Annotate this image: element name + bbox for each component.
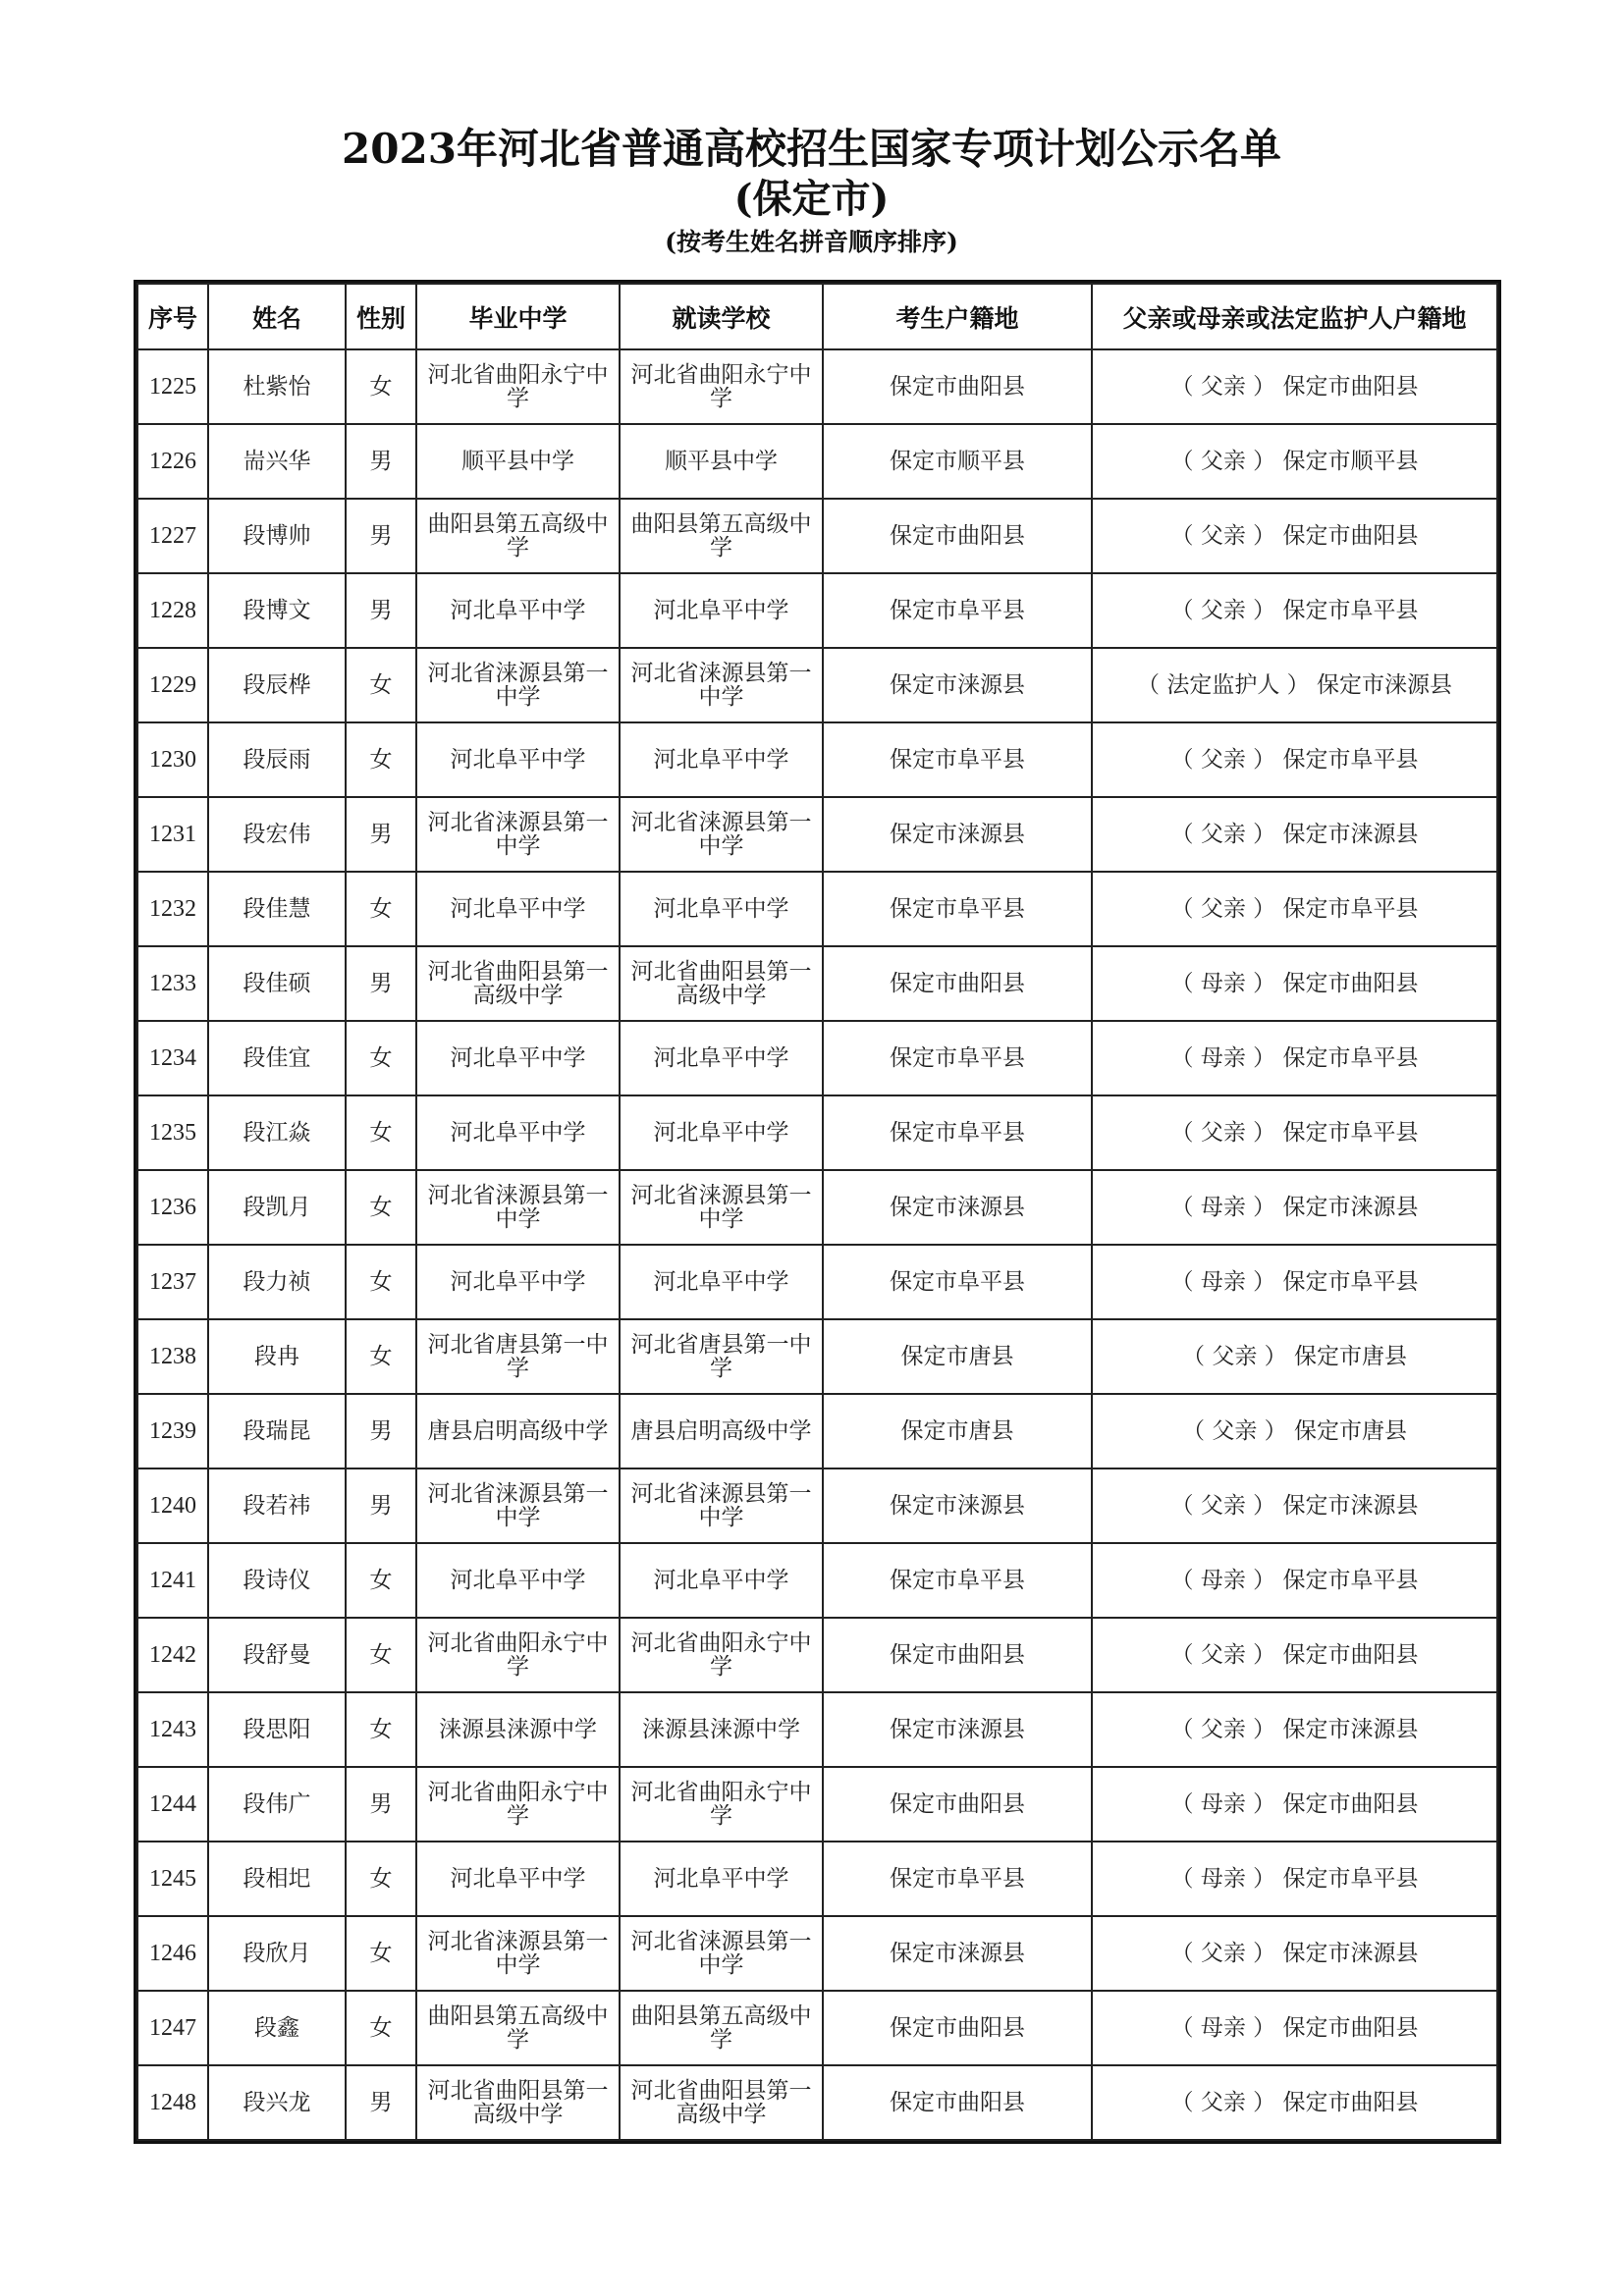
table-body [137,349,1497,2140]
cell-graduated-school: 河北省涞源县第一中学 [416,797,620,872]
cell-guardian-hukou: （ 母亲 ） 保定市阜平县 [1092,1021,1497,1095]
cell-guardian-hukou: （ 父亲 ） 保定市曲阳县 [1092,349,1497,424]
cell-guardian-hukou: （ 父亲 ） 保定市唐县 [1092,1394,1497,1468]
cell-guardian-hukou: （ 父亲 ） 保定市阜平县 [1092,872,1497,946]
table-row [137,1991,1497,2065]
cell-current-school: 河北省唐县第一中学 [620,1319,823,1394]
cell-gender: 男 [346,2065,416,2140]
cell-gender: 女 [346,1618,416,1692]
cell-index: 1237 [137,1245,208,1319]
cell-student-hukou: 保定市阜平县 [823,722,1092,797]
cell-gender: 女 [346,722,416,797]
cell-index: 1234 [137,1021,208,1095]
table-row [137,1170,1497,1245]
cell-gender: 女 [346,648,416,722]
cell-current-school: 河北省涞源县第一中学 [620,1916,823,1991]
cell-current-school: 河北阜平中学 [620,1842,823,1916]
cell-student-hukou: 保定市阜平县 [823,573,1092,648]
cell-index: 1243 [137,1692,208,1767]
column-header-current-school: 就读学校 [620,284,823,349]
table-row [137,1394,1497,1468]
cell-guardian-hukou: （ 父亲 ） 保定市唐县 [1092,1319,1497,1394]
cell-gender: 女 [346,349,416,424]
cell-student-hukou: 保定市阜平县 [823,1842,1092,1916]
cell-index: 1230 [137,722,208,797]
cell-graduated-school: 河北阜平中学 [416,872,620,946]
cell-graduated-school: 河北省曲阳县第一高级中学 [416,2065,620,2140]
cell-name: 段博文 [208,573,346,648]
cell-name: 段瑞昆 [208,1394,346,1468]
cell-graduated-school: 曲阳县第五高级中学 [416,1991,620,2065]
cell-index: 1228 [137,573,208,648]
cell-current-school: 顺平县中学 [620,424,823,499]
cell-gender: 女 [346,1916,416,1991]
cell-student-hukou: 保定市曲阳县 [823,1767,1092,1842]
table-row [137,349,1497,424]
cell-gender: 女 [346,1991,416,2065]
cell-student-hukou: 保定市唐县 [823,1319,1092,1394]
cell-name: 段思阳 [208,1692,346,1767]
cell-current-school: 河北省曲阳永宁中学 [620,349,823,424]
cell-guardian-hukou: （ 父亲 ） 保定市阜平县 [1092,722,1497,797]
cell-student-hukou: 保定市曲阳县 [823,499,1092,573]
sort-note: (按考生姓名拼音顺序排序) [665,228,958,256]
cell-student-hukou: 保定市阜平县 [823,1021,1092,1095]
cell-guardian-hukou: （ 母亲 ） 保定市曲阳县 [1092,946,1497,1021]
cell-current-school: 河北阜平中学 [620,1095,823,1170]
cell-name: 段力祯 [208,1245,346,1319]
cell-student-hukou: 保定市涞源县 [823,1170,1092,1245]
cell-current-school: 曲阳县第五高级中学 [620,1991,823,2065]
cell-name: 段辰桦 [208,648,346,722]
table-row [137,1916,1497,1991]
column-header-guardian-hukou: 父亲或母亲或法定监护人户籍地 [1092,284,1497,349]
cell-guardian-hukou: （ 父亲 ） 保定市涞源县 [1092,1916,1497,1991]
cell-name: 段博帅 [208,499,346,573]
cell-index: 1233 [137,946,208,1021]
cell-current-school: 河北省涞源县第一中学 [620,797,823,872]
table-row [137,946,1497,1021]
column-header-index: 序号 [137,284,208,349]
cell-graduated-school: 曲阳县第五高级中学 [416,499,620,573]
cell-graduated-school: 河北省曲阳永宁中学 [416,1767,620,1842]
cell-current-school: 曲阳县第五高级中学 [620,499,823,573]
cell-name: 段若祎 [208,1468,346,1543]
cell-graduated-school: 河北省涞源县第一中学 [416,1916,620,1991]
cell-name: 杜紫怡 [208,349,346,424]
cell-student-hukou: 保定市阜平县 [823,1543,1092,1618]
cell-index: 1242 [137,1618,208,1692]
cell-name: 段伟广 [208,1767,346,1842]
cell-index: 1238 [137,1319,208,1394]
cell-gender: 男 [346,797,416,872]
table-row [137,722,1497,797]
cell-gender: 女 [346,1543,416,1618]
cell-gender: 女 [346,1842,416,1916]
cell-student-hukou: 保定市涞源县 [823,648,1092,722]
cell-graduated-school: 顺平县中学 [416,424,620,499]
cell-graduated-school: 河北阜平中学 [416,573,620,648]
cell-index: 1247 [137,1991,208,2065]
cell-index: 1236 [137,1170,208,1245]
cell-current-school: 河北省涞源县第一中学 [620,648,823,722]
table-row [137,1618,1497,1692]
cell-graduated-school: 河北阜平中学 [416,1095,620,1170]
cell-name: 耑兴华 [208,424,346,499]
cell-name: 段佳硕 [208,946,346,1021]
cell-gender: 女 [346,872,416,946]
cell-current-school: 河北省涞源县第一中学 [620,1170,823,1245]
cell-current-school: 河北省涞源县第一中学 [620,1468,823,1543]
cell-index: 1232 [137,872,208,946]
cell-current-school: 河北阜平中学 [620,722,823,797]
cell-index: 1227 [137,499,208,573]
cell-graduated-school: 河北省曲阳永宁中学 [416,349,620,424]
cell-guardian-hukou: （ 父亲 ） 保定市曲阳县 [1092,2065,1497,2140]
cell-name: 段鑫 [208,1991,346,2065]
cell-current-school: 河北省曲阳永宁中学 [620,1767,823,1842]
cell-index: 1226 [137,424,208,499]
cell-name: 段宏伟 [208,797,346,872]
cell-graduated-school: 河北省曲阳县第一高级中学 [416,946,620,1021]
cell-current-school: 河北阜平中学 [620,872,823,946]
cell-guardian-hukou: （ 父亲 ） 保定市曲阳县 [1092,1618,1497,1692]
table-row [137,424,1497,499]
table-header-row [137,284,1497,349]
cell-current-school: 涞源县涞源中学 [620,1692,823,1767]
cell-index: 1241 [137,1543,208,1618]
table-row [137,1095,1497,1170]
cell-name: 段兴龙 [208,2065,346,2140]
cell-name: 段江焱 [208,1095,346,1170]
cell-student-hukou: 保定市涞源县 [823,1692,1092,1767]
cell-gender: 女 [346,1319,416,1394]
cell-student-hukou: 保定市阜平县 [823,1095,1092,1170]
cell-student-hukou: 保定市涞源县 [823,797,1092,872]
cell-guardian-hukou: （ 父亲 ） 保定市曲阳县 [1092,499,1497,573]
cell-guardian-hukou: （ 法定监护人 ） 保定市涞源县 [1092,648,1497,722]
table-row [137,1468,1497,1543]
column-header-student-hukou: 考生户籍地 [823,284,1092,349]
cell-guardian-hukou: （ 母亲 ） 保定市曲阳县 [1092,1991,1497,2065]
cell-guardian-hukou: （ 父亲 ） 保定市顺平县 [1092,424,1497,499]
cell-graduated-school: 涞源县涞源中学 [416,1692,620,1767]
table-row [137,1767,1497,1842]
cell-gender: 女 [346,1170,416,1245]
cell-student-hukou: 保定市曲阳县 [823,946,1092,1021]
cell-name: 段佳慧 [208,872,346,946]
cell-name: 段舒曼 [208,1618,346,1692]
cell-index: 1231 [137,797,208,872]
cell-guardian-hukou: （ 母亲 ） 保定市阜平县 [1092,1245,1497,1319]
cell-current-school: 河北阜平中学 [620,1543,823,1618]
cell-graduated-school: 河北阜平中学 [416,722,620,797]
cell-gender: 女 [346,1245,416,1319]
cell-guardian-hukou: （ 母亲 ） 保定市曲阳县 [1092,1767,1497,1842]
cell-graduated-school: 河北阜平中学 [416,1543,620,1618]
cell-gender: 女 [346,1021,416,1095]
table-row [137,499,1497,573]
table-row [137,1021,1497,1095]
cell-graduated-school: 唐县启明高级中学 [416,1394,620,1468]
document-subtitle: (保定市) [733,176,890,222]
cell-gender: 女 [346,1692,416,1767]
cell-guardian-hukou: （ 母亲 ） 保定市阜平县 [1092,1543,1497,1618]
cell-student-hukou: 保定市曲阳县 [823,349,1092,424]
cell-guardian-hukou: （ 父亲 ） 保定市涞源县 [1092,797,1497,872]
cell-graduated-school: 河北阜平中学 [416,1245,620,1319]
cell-gender: 男 [346,424,416,499]
cell-student-hukou: 保定市阜平县 [823,872,1092,946]
cell-index: 1245 [137,1842,208,1916]
column-header-graduated-school: 毕业中学 [416,284,620,349]
cell-index: 1248 [137,2065,208,2140]
cell-graduated-school: 河北省曲阳永宁中学 [416,1618,620,1692]
cell-index: 1225 [137,349,208,424]
cell-guardian-hukou: （ 父亲 ） 保定市涞源县 [1092,1692,1497,1767]
cell-index: 1244 [137,1767,208,1842]
cell-gender: 男 [346,573,416,648]
cell-index: 1246 [137,1916,208,1991]
cell-name: 段佳宜 [208,1021,346,1095]
cell-current-school: 河北阜平中学 [620,1021,823,1095]
cell-student-hukou: 保定市曲阳县 [823,1991,1092,2065]
table-row [137,1543,1497,1618]
cell-guardian-hukou: （ 父亲 ） 保定市阜平县 [1092,573,1497,648]
document-title: 2023年河北省普通高校招生国家专项计划公示名单 [342,125,1281,173]
cell-guardian-hukou: （ 母亲 ） 保定市涞源县 [1092,1170,1497,1245]
cell-index: 1239 [137,1394,208,1468]
cell-student-hukou: 保定市涞源县 [823,1916,1092,1991]
cell-index: 1235 [137,1095,208,1170]
cell-current-school: 河北阜平中学 [620,1245,823,1319]
cell-name: 段辰雨 [208,722,346,797]
cell-student-hukou: 保定市曲阳县 [823,1618,1092,1692]
roster-table [136,283,1498,2141]
cell-student-hukou: 保定市涞源县 [823,1468,1092,1543]
cell-name: 段相圯 [208,1842,346,1916]
cell-guardian-hukou: （ 母亲 ） 保定市阜平县 [1092,1842,1497,1916]
cell-guardian-hukou: （ 父亲 ） 保定市阜平县 [1092,1095,1497,1170]
table-row [137,1842,1497,1916]
cell-index: 1240 [137,1468,208,1543]
cell-student-hukou: 保定市曲阳县 [823,2065,1092,2140]
cell-current-school: 河北阜平中学 [620,573,823,648]
table-row [137,1692,1497,1767]
cell-current-school: 河北省曲阳永宁中学 [620,1618,823,1692]
table-row [137,1319,1497,1394]
cell-current-school: 河北省曲阳县第一高级中学 [620,2065,823,2140]
cell-gender: 男 [346,499,416,573]
table-row [137,2065,1497,2140]
cell-student-hukou: 保定市阜平县 [823,1245,1092,1319]
cell-graduated-school: 河北阜平中学 [416,1842,620,1916]
cell-name: 段冉 [208,1319,346,1394]
cell-gender: 男 [346,946,416,1021]
cell-graduated-school: 河北阜平中学 [416,1021,620,1095]
cell-guardian-hukou: （ 父亲 ） 保定市涞源县 [1092,1468,1497,1543]
table-row [137,573,1497,648]
cell-index: 1229 [137,648,208,722]
cell-graduated-school: 河北省涞源县第一中学 [416,648,620,722]
cell-gender: 女 [346,1095,416,1170]
cell-name: 段欣月 [208,1916,346,1991]
table-row [137,1245,1497,1319]
cell-gender: 男 [346,1767,416,1842]
cell-graduated-school: 河北省唐县第一中学 [416,1319,620,1394]
table-row [137,797,1497,872]
table-row [137,872,1497,946]
cell-student-hukou: 保定市唐县 [823,1394,1092,1468]
cell-name: 段凯月 [208,1170,346,1245]
cell-gender: 男 [346,1394,416,1468]
cell-graduated-school: 河北省涞源县第一中学 [416,1468,620,1543]
cell-name: 段诗仪 [208,1543,346,1618]
cell-current-school: 唐县启明高级中学 [620,1394,823,1468]
cell-graduated-school: 河北省涞源县第一中学 [416,1170,620,1245]
cell-current-school: 河北省曲阳县第一高级中学 [620,946,823,1021]
cell-gender: 男 [346,1468,416,1543]
cell-student-hukou: 保定市顺平县 [823,424,1092,499]
column-header-name: 姓名 [208,284,346,349]
column-header-gender: 性别 [346,284,416,349]
table-row [137,648,1497,722]
